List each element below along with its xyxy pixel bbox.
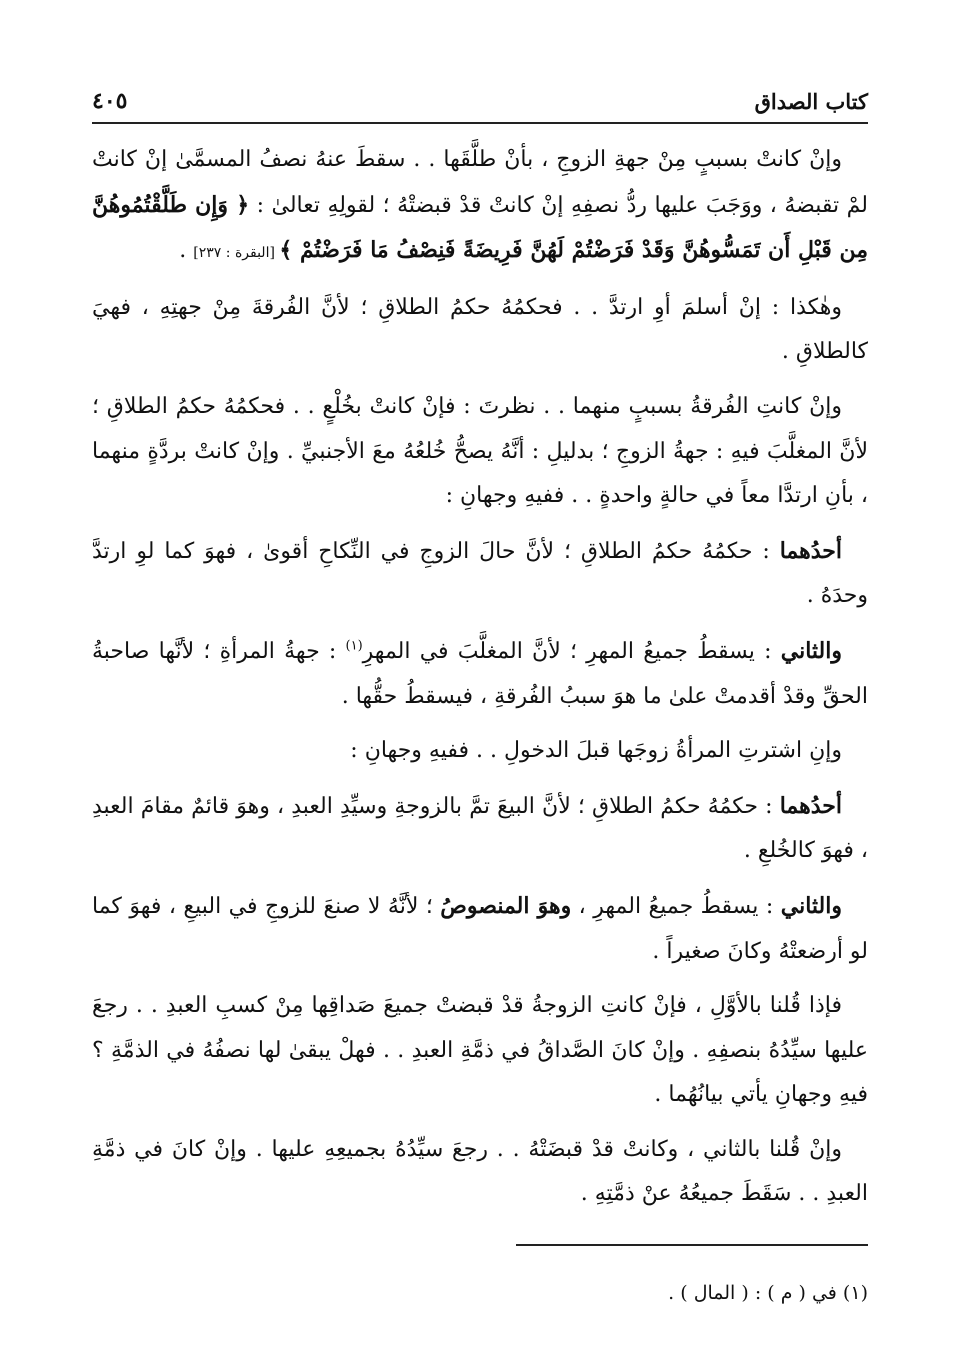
paragraph-text: : يسقطُ جميعُ المهرِ ؛ لأنَّ المغلَّبَ في المهرِ	[362, 638, 781, 664]
paragraph-text: : يسقطُ جميعُ المهرِ ،	[571, 893, 781, 919]
footnote	[92, 1278, 868, 1308]
paragraph-text: : جهةُ المرأةِ ؛ لأنَّها صاحبةُ الحقِّ وقدْ أقدمتْ علىٰ ما هوَ سببُ الفُرقةِ ، فيسقطُ حقُّها .	[92, 638, 868, 709]
page-number: ٤٠٥	[92, 88, 128, 114]
paragraph-8	[92, 884, 868, 974]
running-title: كتاب الصداق	[754, 89, 868, 114]
paragraph-1	[92, 138, 868, 276]
paragraph-text: وهٰكذا : إنْ أسلمَ أوِ ارتدَّ . . فحكمُهُ حكمُ الطلاقِ ؛ لأنَّ الفُرقةَ مِنْ جهتِهِ ، فهيَ كالطلاقِ .	[92, 294, 868, 365]
paragraph-lead: أحدُهما	[779, 792, 842, 819]
paragraph-text: ؛ لأنَّهُ لا صنعَ للزوجِ في البيعِ ، فهوَ كما لو أرضعتْهُ وكانَ صغيراً .	[92, 893, 868, 964]
paragraph-lead: والثاني	[780, 892, 842, 919]
paragraph-text: وإنْ كانتْ بسببٍ مِنْ جهةِ الزوجِ ، بأنْ طلَّقَها . . سقطَ عنهُ نصفُ المسمَّىٰ إنْ كانتْ لمْ تقبضهُ ، ووَجَبَ عليها ردُّ نصفِهِ إنْ كانتْ قدْ قبضتْهُ ؛ لقولِهِ تعالىٰ :	[92, 147, 868, 218]
paragraph-lead: والثاني	[780, 637, 842, 664]
footnote-marker[interactable]: (١)	[345, 638, 363, 654]
page-header	[92, 84, 868, 124]
page-body	[92, 138, 868, 1227]
paragraph-9	[92, 984, 868, 1118]
paragraph-text: وإنْ كانتِ الفُرقةُ بسببٍ منهما . . نظرتَ : فإنْ كانتْ بخُلْعٍ . . فحكمُهُ حكمُ الطلاقِ ؛ لأنَّ المغلَّبَ فيهِ : جهةُ الزوجِ ؛ بدليلِ : أنَّهُ يصحُّ خُلعُهُ معَ الأجنبيِّ . وإنْ كانتْ بردَّةٍ منهما ، بأنِ ارتدَّا معاً في حالةٍ واحدةٍ . . ففيهِ وجهانِ :	[92, 393, 868, 509]
footnote-divider	[516, 1244, 868, 1246]
paragraph-text: وإنِ اشترتِ المرأةُ زوجَها قبلَ الدخولِ . . ففيهِ وجهانِ :	[350, 738, 842, 764]
paragraph-text: : حكمُهُ حكمُ الطلاقِ ؛ لأنَّ حالَ الزوجِ في النِّكاحِ أقوىٰ ، فهوَ كما لوِ ارتدَّ وحدَهُ .	[92, 538, 868, 609]
paragraph-text: .	[179, 238, 194, 264]
paragraph-4	[92, 529, 868, 619]
footnote-text: (١) في ( م ) : ( المال ) .	[668, 1282, 868, 1304]
verse-reference: [البقرة : ٢٣٧]	[193, 245, 280, 262]
paragraph-3	[92, 385, 868, 519]
paragraph-5	[92, 629, 868, 719]
quran-verse: ﴿ وَإِن طَلَّقْتُمُوهُنَّ مِن قَبْلِ أَن تَمَسُّوهُنَّ وَقَدْ فَرَضْتُمْ لَهُنَّ فَرِيضَةً فَنِصْفُ مَا فَرَضْتُمْ ﴾	[92, 191, 868, 264]
paragraph-7	[92, 784, 868, 874]
bold-term: وهوَ المنصوصُ	[440, 892, 572, 919]
paragraph-lead: أحدُهما	[779, 537, 842, 564]
paragraph-text: : حكمُهُ حكمُ الطلاقِ ؛ لأنَّ البيعَ تمَّ بالزوجةِ وسيِّدِ العبدِ ، وهوَ قائمٌ مقامَ العبدِ ، فهوَ كالخُلعِ .	[92, 793, 868, 864]
paragraph-text: فإذا قُلنا بالأوَّلِ ، فإنْ كانتِ الزوجةُ قدْ قبضتْ جميعَ صَداقِها مِنْ كسبِ العبدِ . . رجعَ عليها سيِّدُهُ بنصفِهِ . وإنْ كانَ الصَّداقُ في ذمَّةِ العبدِ . . فهلْ يبقىٰ لها نصفُهُ في الذمَّةِ ؟ فيهِ وجهانِ يأتي بيانُهُما .	[92, 993, 868, 1108]
paragraph-6	[92, 729, 868, 774]
paragraph-2	[92, 286, 868, 375]
paragraph-10	[92, 1128, 868, 1217]
paragraph-text: وإنْ قُلنا بالثاني ، وكانتْ قدْ قبضَتْهُ . . رجعَ سيِّدُهُ بجميعِهِ عليها . وإنْ كانَ في ذمَّةِ العبدِ . . سَقَطَ جميعُهُ عنْ ذمَّتِهِ .	[92, 1136, 868, 1207]
